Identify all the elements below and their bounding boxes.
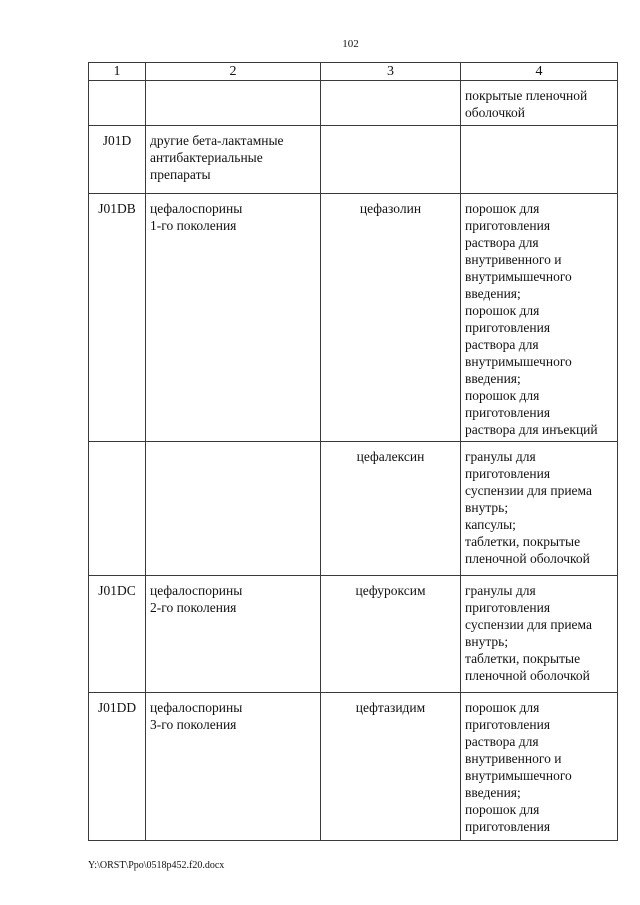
group-name-cell: цефалоспорины 1-го поколения [146, 194, 321, 442]
header-cell-3: 3 [321, 63, 461, 81]
substance-cell [321, 81, 461, 126]
substance-cell: цефазолин [321, 194, 461, 442]
page-number: 102 [342, 38, 359, 50]
header-cell-1: 1 [89, 63, 146, 81]
atc-code-cell [89, 442, 146, 576]
substance-cell: цефалексин [321, 442, 461, 576]
table-row [89, 81, 618, 126]
substance-cell: цефуроксим [321, 576, 461, 693]
group-name-cell: цефалоспорины 2-го поколения [146, 576, 321, 693]
drug-list-table [88, 62, 618, 841]
header-cell-4: 4 [461, 63, 618, 81]
dosage-forms-cell: гранулы для приготовления суспензии для приема внутрь; капсулы; таблетки, покрытые пленочной оболочкой [461, 442, 618, 576]
substance-cell [321, 126, 461, 194]
dosage-forms-cell: гранулы для приготовления суспензии для приема внутрь; таблетки, покрытые пленочной оболочкой [461, 576, 618, 693]
atc-code-cell: J01DC [89, 576, 146, 693]
table-row [89, 576, 618, 693]
atc-code-cell: J01D [89, 126, 146, 194]
dosage-forms-cell: покрытые пленочной оболочкой [461, 81, 618, 126]
dosage-forms-cell: порошок для приготовления раствора для внутривенного и внутримышечного введения; порошок для приготовления [461, 693, 618, 841]
group-name-cell [146, 442, 321, 576]
dosage-forms-cell [461, 126, 618, 194]
atc-code-cell: J01DB [89, 194, 146, 442]
table-row [89, 126, 618, 194]
dosage-forms-cell: порошок для приготовления раствора для внутривенного и внутримышечного введения; порошок для приготовления раствора для внутримышечного введения; порошок для приготовления раствора для инъекций [461, 194, 618, 442]
table-row [89, 194, 618, 442]
group-name-cell [146, 81, 321, 126]
table-row [89, 442, 618, 576]
header-cell-2: 2 [146, 63, 321, 81]
atc-code-cell: J01DD [89, 693, 146, 841]
table-row [89, 693, 618, 841]
substance-cell: цефтазидим [321, 693, 461, 841]
group-name-cell: другие бета-лактамные антибактериальные препараты [146, 126, 321, 194]
group-name-cell: цефалоспорины 3-го поколения [146, 693, 321, 841]
table-header-row [89, 63, 618, 81]
atc-code-cell [89, 81, 146, 126]
footer-file-path: Y:\ORST\Ppo\0518p452.f20.docx [88, 860, 225, 871]
